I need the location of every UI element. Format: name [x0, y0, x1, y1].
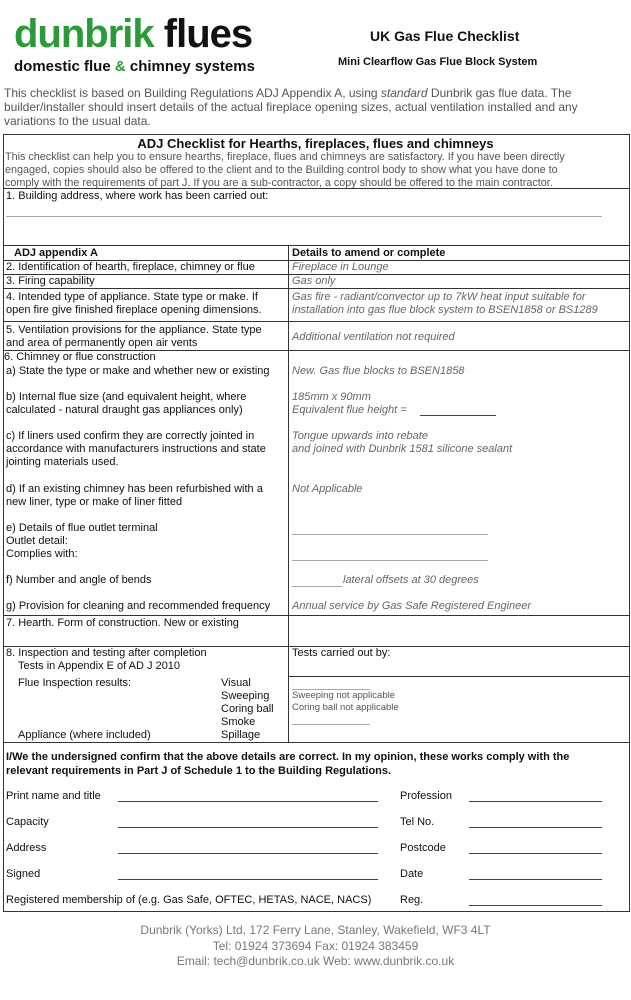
row-7-label: 7. Hearth. Form of construction. New or existing: [6, 617, 239, 629]
page-title: UK Gas Flue Checklist: [370, 28, 520, 44]
row-6e-label: e) Details of flue outlet terminal Outlet detail: Complies with:: [6, 522, 158, 560]
bends-number-input-line[interactable]: [292, 586, 342, 587]
row-6c-value[interactable]: Tongue upwards into rebate and joined with Dunbrik 1581 silicone sealant: [292, 430, 513, 455]
col-header-right: Details to amend or complete: [292, 247, 446, 259]
address-input-line[interactable]: [6, 216, 602, 217]
field-capacity-label: Capacity: [6, 816, 49, 828]
row-6g-value[interactable]: Annual service by Gas Safe Registered Engineer: [292, 600, 532, 612]
row-6g-label: g) Provision for cleaning and recommended frequency: [6, 600, 271, 612]
field-membership-label: Registered membership of (e.g. Gas Safe, OFTEC, HETAS, NACE, NACS): [6, 894, 372, 906]
row-4-value[interactable]: Gas fire - radiant/convector up to 7kW heat input suitable for installation into gas flue block system to BSEN1858 or BS1289: [292, 291, 598, 316]
test-smoke: Smoke: [221, 716, 256, 728]
test-coring-ball: Coring ball: [221, 703, 274, 715]
row-6-title: 6. Chimney or flue construction: [4, 351, 156, 363]
test-visual: Visual: [221, 677, 251, 689]
reg-input-line[interactable]: [469, 905, 602, 906]
field-reg-label: Reg.: [400, 894, 424, 906]
row-6b-value[interactable]: 185mm x 90mm Equivalent flue height =: [292, 391, 407, 416]
complies-with-input-line[interactable]: [292, 560, 488, 561]
row-6f-value[interactable]: lateral offsets at 30 degrees: [343, 574, 479, 586]
appliance-label: Appliance (where included): [18, 729, 151, 741]
field-signed-label: Signed: [6, 868, 41, 880]
logo-word-flues: flues: [163, 12, 253, 56]
footer-contact: Email: tech@dunbrik.co.uk Web: www.dunbrik.co.uk: [176, 954, 455, 968]
row-6b-label: b) Internal flue size (and equivalent height, where calculated - natural draught gas appliances only): [6, 391, 247, 416]
field-profession-label: Profession: [400, 790, 452, 802]
row-2-value[interactable]: Fireplace in Lounge: [292, 261, 389, 273]
checklist-title: ADJ Checklist for Hearths, fireplaces, flues and chimneys: [137, 136, 494, 151]
address-label: 1. Building address, where work has been carried out:: [6, 190, 269, 202]
sweeping-note[interactable]: Sweeping not applicable: [292, 690, 395, 701]
row-6a-label: a) State the type or make and whether new or existing: [6, 365, 270, 377]
logo-word-dunbrik: dunbrik: [14, 12, 154, 56]
row-6d-label: d) If an existing chimney has been refurbished with a new liner, type or make of liner fitted: [6, 483, 263, 508]
tests-carried-out-label: Tests carried out by:: [292, 647, 391, 659]
flue-tests-list: [221, 677, 274, 742]
test-sweeping: Sweeping: [221, 690, 270, 702]
outlet-detail-input-line[interactable]: [292, 534, 488, 535]
row-6d-value[interactable]: Not Applicable: [292, 483, 363, 495]
date-input-line[interactable]: [469, 879, 602, 880]
page-subtitle: Mini Clearflow Gas Flue Block System: [338, 56, 538, 68]
equivalent-height-input-line[interactable]: [420, 415, 496, 416]
row-3-label: 3. Firing capability: [6, 275, 95, 287]
signed-input-line[interactable]: [118, 879, 378, 880]
logo-tagline: domestic flue & chimney systems: [14, 58, 255, 75]
print-name-input-line[interactable]: [118, 801, 378, 802]
smoke-result-line[interactable]: [292, 724, 370, 725]
footer-address: Dunbrik (Yorks) Ltd, 172 Ferry Lane, Stanley, Wakefield, WF3 4LT: [140, 923, 491, 937]
row-2-label: 2. Identification of hearth, fireplace, chimney or flue: [6, 261, 255, 273]
row-6f-label: f) Number and angle of bends: [6, 574, 152, 586]
checklist-description: This checklist can help you to ensure hearths, fireplace, flues and chimneys are satisfactory. If you have been directly engaged, copies should also be offered to the client and to the Building control body to show what you have done to comply with the requirements of part J. If you are a sub-contractor, a copy should be offered to the main contractor.: [5, 151, 565, 189]
capacity-input-line[interactable]: [118, 827, 378, 828]
tel-input-line[interactable]: [469, 827, 602, 828]
coring-ball-note[interactable]: Coring ball not applicable: [292, 702, 399, 713]
row-4-label: 4. Intended type of appliance. State type or make. If open fire give finished fireplace opening dimensions.: [6, 291, 262, 316]
row-5-value[interactable]: Additional ventilation not required: [292, 331, 455, 343]
field-postcode-label: Postcode: [400, 842, 446, 854]
row-5-label: 5. Ventilation provisions for the appliance. State type and area of permanently open air vents: [6, 324, 262, 349]
field-address-label: Address: [6, 842, 47, 854]
field-date-label: Date: [400, 868, 424, 880]
row-6a-value[interactable]: New. Gas flue blocks to BSEN1858: [292, 365, 465, 377]
footer-phone: Tel: 01924 373694 Fax: 01924 383459: [212, 939, 419, 953]
row-8-label: 8. Inspection and testing after completion Tests in Appendix E of AD J 2010: [6, 647, 207, 672]
col-header-left: ADJ appendix A: [14, 247, 98, 259]
profession-input-line[interactable]: [469, 801, 602, 802]
row-6c-label: c) If liners used confirm they are correctly jointed in accordance with manufacturers instructions and state jointing materials used.: [6, 430, 266, 468]
postcode-input-line[interactable]: [469, 853, 602, 854]
address-sign-input-line[interactable]: [118, 853, 378, 854]
logo: [14, 14, 255, 75]
flue-inspection-label: Flue Inspection results:: [18, 677, 132, 689]
intro-text: This checklist is based on Building Regulations ADJ Appendix A, using standard Dunbrik gas flue data. The builder/installer should insert details of the actual fireplace opening sizes, actual ventilation installed and any variations to the usual data.: [4, 86, 578, 128]
field-tel-label: Tel No.: [400, 816, 435, 828]
declaration-text: I/We the undersigned confirm that the above details are correct. In my opinion, these works comply with the relevant requirements in Part J of Schedule 1 to the Building Regulations.: [6, 751, 570, 777]
field-print-name-label: Print name and title: [6, 790, 101, 802]
test-spillage: Spillage: [221, 729, 261, 741]
row-3-value[interactable]: Gas only: [292, 275, 336, 287]
